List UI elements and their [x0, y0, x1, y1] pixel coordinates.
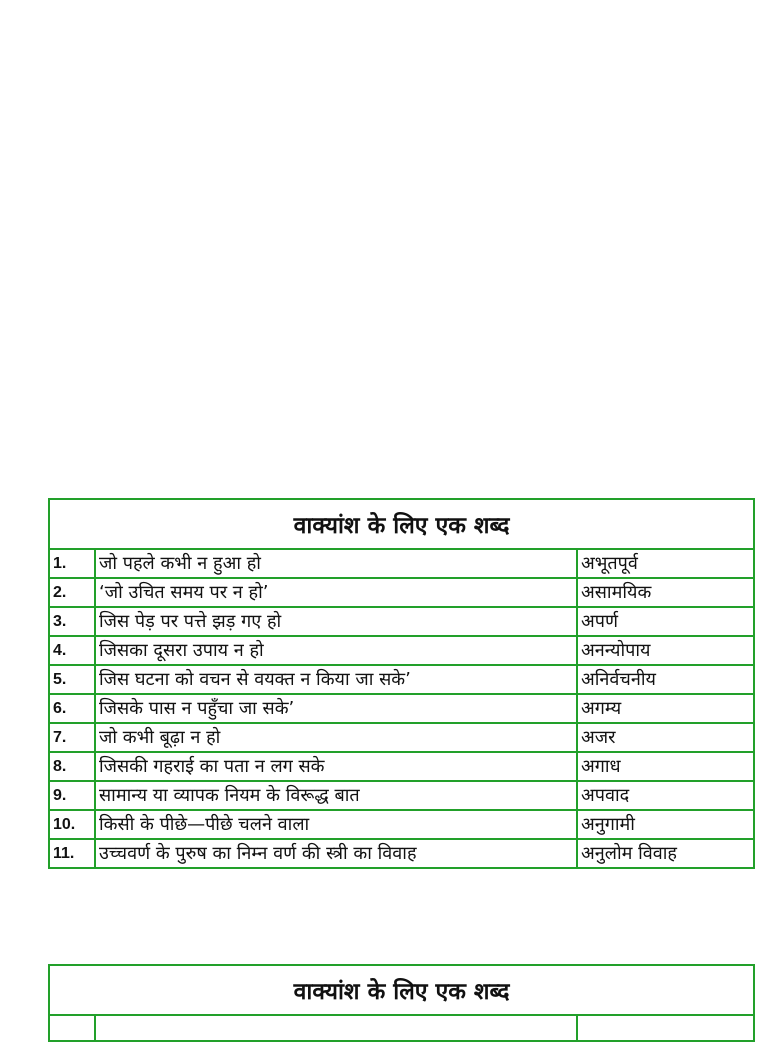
- row-phrase: सामान्य या व्यापक नियम के विरूद्ध बात: [95, 781, 577, 810]
- row-word: [577, 1015, 754, 1041]
- row-word: अनन्योपाय: [577, 636, 754, 665]
- row-phrase: जो पहले कभी न हुआ हो: [95, 549, 577, 578]
- row-number: 8.: [49, 752, 95, 781]
- row-phrase: जो कभी बूढ़ा न हो: [95, 723, 577, 752]
- table-row: [49, 781, 754, 810]
- table-row: [49, 1015, 754, 1041]
- row-number: 11.: [49, 839, 95, 868]
- row-word: अजर: [577, 723, 754, 752]
- row-phrase: ‘जो उचित समय पर न हो’: [95, 578, 577, 607]
- table-row: [49, 607, 754, 636]
- row-word: अनिर्वचनीय: [577, 665, 754, 694]
- table-row: [49, 810, 754, 839]
- row-number: 1.: [49, 549, 95, 578]
- row-number: 2.: [49, 578, 95, 607]
- row-number: 4.: [49, 636, 95, 665]
- table-title: वाक्यांश के लिए एक शब्द: [49, 965, 754, 1015]
- row-phrase: उच्चवर्ण के पुरुष का निम्न वर्ण की स्त्री का विवाह: [95, 839, 577, 868]
- row-word: अगम्य: [577, 694, 754, 723]
- row-word: अपर्ण: [577, 607, 754, 636]
- row-word: अनुलोम विवाह: [577, 839, 754, 868]
- row-phrase: जिसका दूसरा उपाय न हो: [95, 636, 577, 665]
- row-number: 6.: [49, 694, 95, 723]
- row-word: अनुगामी: [577, 810, 754, 839]
- row-word: असामयिक: [577, 578, 754, 607]
- vocab-table-2: [48, 964, 755, 1042]
- table-row: [49, 723, 754, 752]
- row-number: 9.: [49, 781, 95, 810]
- table-row: [49, 665, 754, 694]
- row-word: अगाध: [577, 752, 754, 781]
- row-word: अपवाद: [577, 781, 754, 810]
- row-number: 10.: [49, 810, 95, 839]
- row-phrase: जिसके पास न पहुँचा जा सके’: [95, 694, 577, 723]
- table-header-row: [49, 499, 754, 549]
- table-row: [49, 636, 754, 665]
- row-phrase: किसी के पीछे—पीछे चलने वाला: [95, 810, 577, 839]
- table-row: [49, 752, 754, 781]
- row-number: 3.: [49, 607, 95, 636]
- row-word: अभूतपूर्व: [577, 549, 754, 578]
- table-header-row: [49, 965, 754, 1015]
- table-title: वाक्यांश के लिए एक शब्द: [49, 499, 754, 549]
- row-number: 5.: [49, 665, 95, 694]
- table-row: [49, 694, 754, 723]
- row-phrase: जिसकी गहराई का पता न लग सके: [95, 752, 577, 781]
- row-phrase: जिस पेड़ पर पत्ते झड़ गए हो: [95, 607, 577, 636]
- table-row: [49, 549, 754, 578]
- table-row: [49, 839, 754, 868]
- vocab-table-1: [48, 498, 755, 869]
- row-phrase: जिस घटना को वचन से वयक्त न किया जा सके’: [95, 665, 577, 694]
- row-number: [49, 1015, 95, 1041]
- table-row: [49, 578, 754, 607]
- row-number: 7.: [49, 723, 95, 752]
- row-phrase: [95, 1015, 577, 1041]
